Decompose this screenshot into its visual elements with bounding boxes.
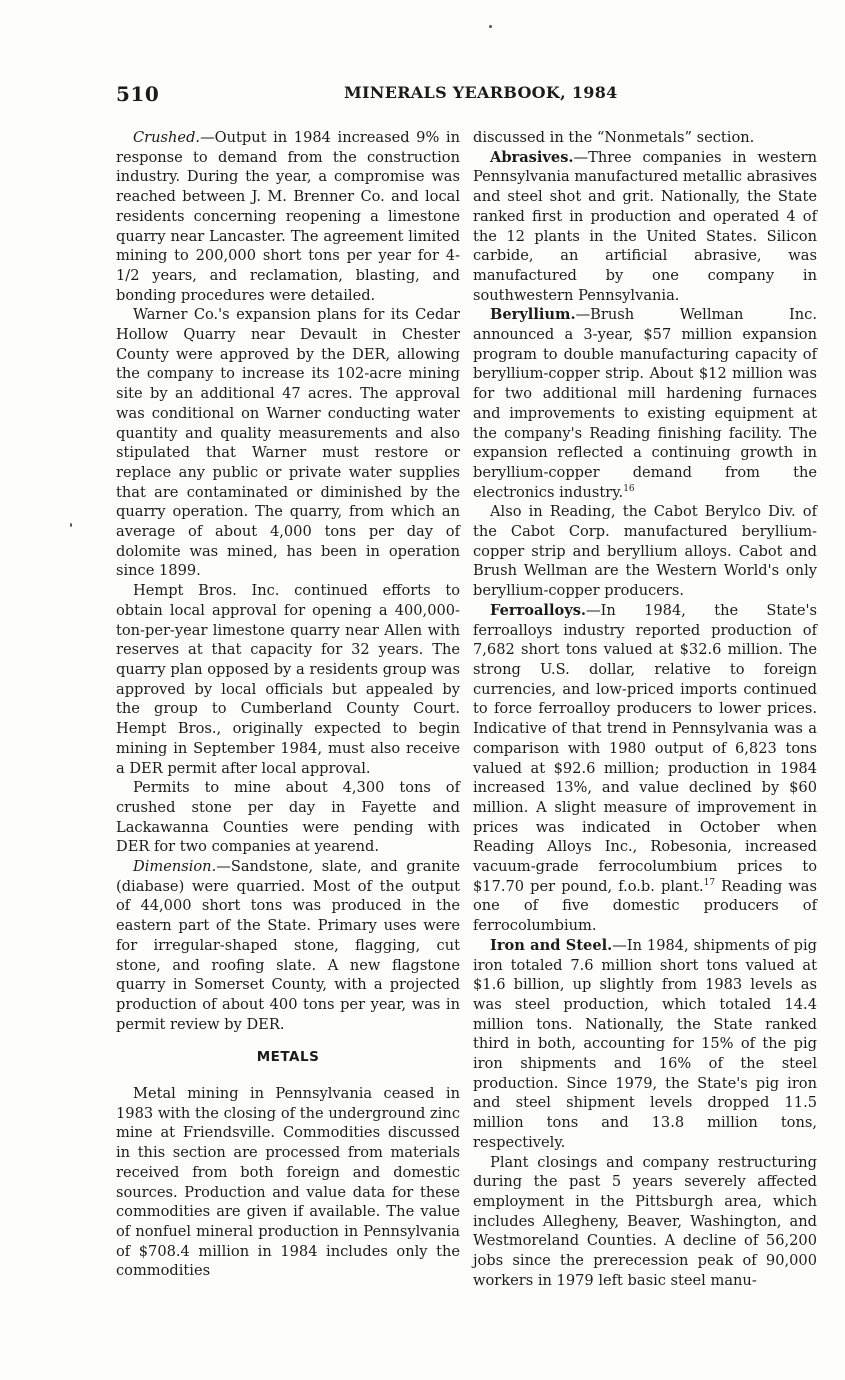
abrasives-runin: Abrasives. — [490, 148, 574, 166]
hempt-paragraph: Hempt Bros. Inc. continued efforts to obtain local approval for opening a 400,000-ton-per-year limestone quarry near Allen with reserves at that capacity for 32 years. The quarry plan opposed by a residents group was approved by local officials but appealed by the group to Cumberland County Court. Hempt Bros., originally expected to begin mining in September 1984, must also receive a DER permit after local approval. — [116, 582, 460, 777]
abrasives-paragraph — [473, 148, 817, 306]
iron-steel-paragraph — [473, 936, 817, 1153]
footnote-17: 17 — [703, 877, 716, 888]
scan-speck — [70, 523, 72, 527]
ferroalloys-text: —In 1984, the State's ferroalloys industry reported production of 7,682 short tons valued at $32.6 million. The strong U.S. dollar, relative to foreign currencies, and low-priced imports continued to force ferroalloy producers to lower prices. Indicative of that trend in Pennsylvania was a comparison with 1980 output of 6,823 tons valued at $92.6 million; production in 1984 increased 13%, and value declined by $60 million. A slight measure of improvement in prices was indicated in October when Reading Alloys Inc., Robesonia, increased vacuum-grade ferrocolumbium prices to $17.70 per pound, f.o.b. plant. — [473, 601, 817, 895]
beryllium-text: —Brush Wellman Inc. announced a 3-year, $57 million expansion program to double manufacturing capacity of beryllium-copper strip. About $12 million was for two additional mill hardening furnaces and improvements to existing equipment at the company's Reading finishing facility. The expansion reflected a continuing growth in beryllium-copper demand from the electronics industry. — [473, 306, 817, 501]
page-header — [116, 82, 813, 112]
beryllium-paragraph — [473, 305, 817, 502]
iron-steel-runin: Iron and Steel. — [490, 936, 613, 954]
ferroalloys-text-2: Reading was one of five domestic producers of ferrocolumbium. — [473, 877, 817, 935]
footnote-16: 16 — [623, 483, 635, 494]
left-column — [116, 128, 460, 1281]
abrasives-text: —Three companies in western Pennsylvania manufactured metallic abrasives and steel shot and grit. Nationally, the State ranked first in production and operated 4 of the 12 plants in the United States. Silicon carbide, an artificial abrasive, was manufactured by one company in southwestern Pennsylvania. — [473, 148, 817, 304]
dimension-paragraph — [116, 857, 460, 1034]
permits-paragraph: Permits to mine about 4,300 tons of crushed stone per day in Fayette and Lackawanna Counties were pending with DER for two companies at yearend. — [116, 779, 460, 856]
dimension-text: —Sandstone, slate, and granite (diabase) were quarried. Most of the output of 44,000 short tons was produced in the eastern part of the State. Primary uses were for irregular-shaped stone, flagging, cut stone, and roofing slate. A new flagstone quarry in Somerset County, with a projected production of about 400 tons per year, was in permit review by DER. — [116, 858, 460, 1033]
metals-heading: METALS — [256, 1049, 320, 1066]
plant-closings-paragraph: Plant closings and company restructuring during the past 5 years severely affected employment in the Pittsburgh area, which includes Allegheny, Beaver, Washington, and Westmoreland Counties. A decline of 56,200 jobs since the prerecession peak of 90,000 workers in 1979 left basic steel manu- — [473, 1153, 817, 1289]
iron-steel-text: —In 1984, shipments of pig iron totaled 7.6 million short tons valued at $1.6 billion, up slightly from 1983 levels as was steel production, which totaled 14.4 million tons. Nationally, the State ranked third in both, accounting for 15% of the pig iron shipments and 16% of the steel production. Since 1979, the State's pig iron and steel shipment levels dropped 11.5 million tons and 13.8 million tons, respectively. — [473, 936, 817, 1151]
beryllium-runin: Beryllium. — [490, 306, 576, 324]
crushed-text: —Output in 1984 increased 9% in response to demand from the construction industry. During the year, a compromise was reached between J. M. Brenner Co. and local residents concerning reopening a limestone quarry near Lancaster. The agreement limited mining to 200,000 short tons per year for 4-1/2 years, and reclamation, blasting, and bonding procedures were detailed. — [116, 129, 460, 304]
crushed-runin: Crushed. — [133, 129, 201, 146]
ferroalloys-runin: Ferroalloys. — [490, 601, 587, 619]
ferroalloys-paragraph — [473, 601, 817, 936]
metals-paragraph: Metal mining in Pennsylvania ceased in 1983 with the closing of the underground zinc mine at Friendsville. Commodities discussed in this section are processed from materials received from both foreign and domestic sources. Production and value data for these commodities are given if available. The value of nonfuel mineral production in Pennsylvania of $708.4 million in 1984 includes only the commodities — [116, 1085, 460, 1280]
cabot-paragraph: Also in Reading, the Cabot Berylco Div. of the Cabot Corp. manufactured beryllium-copper strip and beryllium alloys. Cabot and Brush Wellman are the Western World's only beryllium-copper producers. — [473, 503, 817, 600]
running-title: MINERALS YEARBOOK, 1984 — [344, 83, 618, 102]
right-column — [473, 128, 817, 1290]
scan-speck — [489, 25, 492, 28]
page-number: 510 — [116, 82, 160, 106]
dimension-runin: Dimension. — [133, 858, 217, 876]
continued-text: discussed in the “Nonmetals” section. — [473, 129, 755, 146]
crushed-paragraph — [116, 128, 460, 305]
warner-paragraph: Warner Co.'s expansion plans for its Cedar Hollow Quarry near Devault in Chester County were approved by the DER, allowing the company to increase its 102-acre mining site by an additional 47 acres. The approval was conditional on Warner conducting water quantity and quality measurements and also stipulated that Warner must restore or replace any public or private water supplies that are contaminated or diminished by the quarry operation. The quarry, from which an average of about 4,000 tons per day of dolomite was mined, has been in operation since 1899. — [116, 306, 460, 580]
